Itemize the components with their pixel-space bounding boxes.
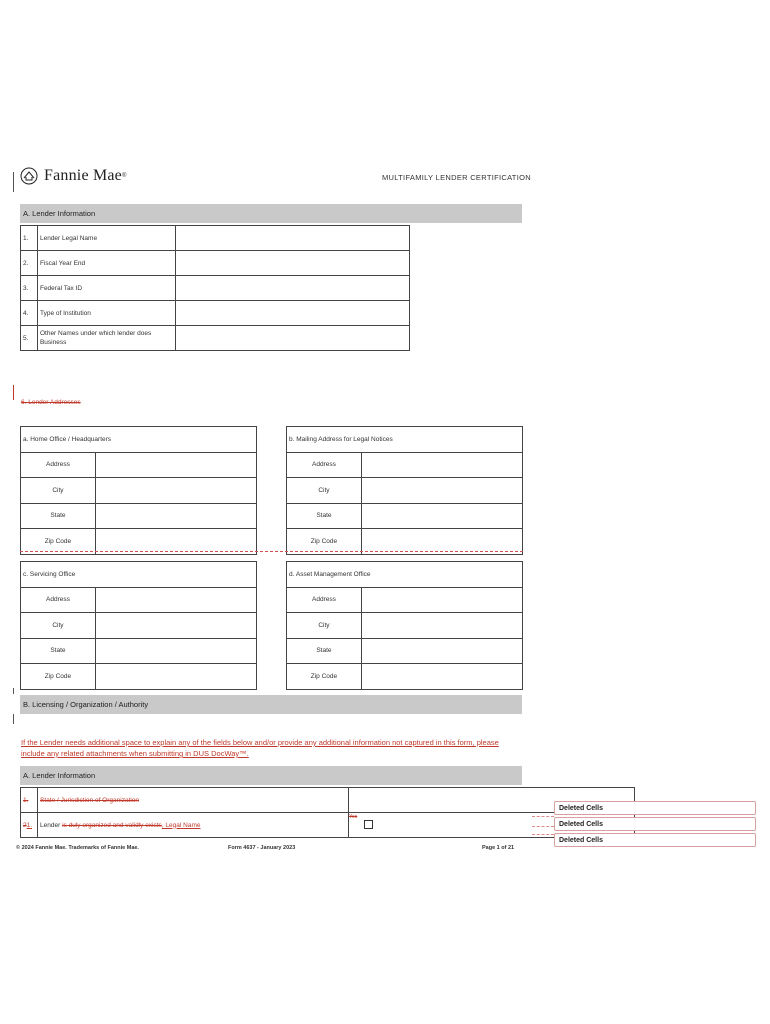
inserted-instruction-note: If the Lender needs additional space to explain any of the fields below and/or provide any additional information not captured in this form, please include any related attachments when submitting in DUS DocWay™. [21, 738, 499, 758]
field-label: City [287, 478, 362, 504]
label-prefix: Lender [40, 821, 63, 829]
address-field[interactable] [95, 452, 256, 478]
row-number: 5. [21, 326, 38, 351]
field-label: Address [287, 587, 362, 613]
row-label: Other Names under which lender does Business [37, 326, 175, 351]
field-label: City [21, 613, 96, 639]
field-label: Address [21, 587, 96, 613]
fannie-mae-logo [20, 167, 126, 185]
field-label: Zip Code [21, 664, 96, 690]
address-block-title: d. Asset Management Office [287, 562, 523, 588]
field-label: City [287, 613, 362, 639]
asset-management-table [286, 561, 523, 690]
revision-connector [532, 834, 554, 835]
city-field[interactable] [95, 613, 256, 639]
licensing-table [20, 787, 635, 838]
subsection-header: A. Lender Information [20, 766, 522, 785]
address-field[interactable] [361, 587, 522, 613]
field-label: Zip Code [287, 529, 362, 555]
deleted-row-number: 2 [23, 821, 27, 829]
footer-form-number: Form 4637 - January 2023 [228, 845, 296, 851]
fiscal-year-end-field[interactable] [175, 251, 409, 276]
logo-registered-mark: ® [121, 173, 127, 179]
table-row [21, 301, 410, 326]
mailing-address-table [286, 426, 523, 555]
section-a-header: A. Lender Information [20, 204, 522, 223]
field-label: State [287, 503, 362, 529]
revision-dashed-line [20, 551, 523, 552]
state-field[interactable] [95, 503, 256, 529]
field-label: Zip Code [287, 664, 362, 690]
address-field[interactable] [361, 452, 522, 478]
fannie-mae-house-icon [20, 167, 38, 185]
inserted-row-number: 1. [26, 821, 33, 829]
city-field[interactable] [361, 613, 522, 639]
city-field[interactable] [95, 478, 256, 504]
table-row [21, 226, 410, 251]
other-names-field[interactable] [175, 326, 409, 351]
deleted-yes-option: Yes [349, 814, 358, 820]
row-label: State / Jurisdiction of Organization [38, 788, 349, 813]
inserted-label-text: , Legal Name [161, 821, 201, 829]
row-number: 3. [21, 276, 38, 301]
deleted-cells-marker: Deleted Cells [554, 801, 756, 815]
form-title: MULTIFAMILY LENDER CERTIFICATION [382, 173, 531, 182]
table-row [21, 788, 635, 813]
row-number: 4. [21, 301, 38, 326]
deleted-cells-marker: Deleted Cells [554, 817, 756, 831]
address-block-title: a. Home Office / Headquarters [21, 427, 257, 453]
row-number: 1. [21, 788, 38, 813]
revision-bar [13, 172, 14, 192]
lender-legal-name-field[interactable] [175, 226, 409, 251]
address-block-title: c. Servicing Office [21, 562, 257, 588]
zip-code-field[interactable] [95, 664, 256, 690]
row-label: Lender Legal Name [37, 226, 175, 251]
address-block-title: b. Mailing Address for Legal Notices [287, 427, 523, 453]
field-label: Zip Code [21, 529, 96, 555]
state-field[interactable] [361, 638, 522, 664]
row-number [21, 813, 38, 838]
row-label: Federal Tax ID [37, 276, 175, 301]
federal-tax-id-field[interactable] [175, 276, 409, 301]
row-number: 2. [21, 251, 38, 276]
logo-text: Fannie Mae [44, 167, 122, 184]
row-number: 1. [21, 226, 38, 251]
row-label: Fiscal Year End [37, 251, 175, 276]
deleted-lender-addresses-heading: 6. Lender Addresses [21, 399, 81, 406]
yes-checkbox[interactable] [364, 820, 373, 829]
field-label: City [21, 478, 96, 504]
state-field[interactable] [95, 638, 256, 664]
city-field[interactable] [361, 478, 522, 504]
field-label: State [21, 503, 96, 529]
deleted-cells-marker: Deleted Cells [554, 833, 756, 847]
section-b-header: B. Licensing / Organization / Authority [20, 695, 522, 714]
footer-copyright: © 2024 Fannie Mae. Trademarks of Fannie Mae. [16, 845, 139, 851]
home-office-table [20, 426, 257, 555]
row-label [38, 813, 349, 838]
field-label: Address [287, 452, 362, 478]
revision-bar [13, 688, 14, 694]
field-label: Address [21, 452, 96, 478]
deleted-label-text: is duly organized and validly exists [62, 821, 162, 829]
state-field[interactable] [361, 503, 522, 529]
address-field[interactable] [95, 587, 256, 613]
zip-code-field[interactable] [361, 664, 522, 690]
table-row [21, 326, 410, 351]
table-row [21, 251, 410, 276]
revision-bar [13, 385, 14, 400]
table-row [21, 276, 410, 301]
row-label: Type of Institution [37, 301, 175, 326]
lender-info-table [20, 225, 410, 351]
revision-connector [532, 816, 554, 817]
footer-page-number: Page 1 of 21 [482, 845, 515, 851]
revision-bar [13, 714, 14, 724]
field-label: State [21, 638, 96, 664]
type-of-institution-field[interactable] [175, 301, 409, 326]
field-label: State [287, 638, 362, 664]
servicing-office-table [20, 561, 257, 690]
revision-connector [532, 826, 554, 827]
